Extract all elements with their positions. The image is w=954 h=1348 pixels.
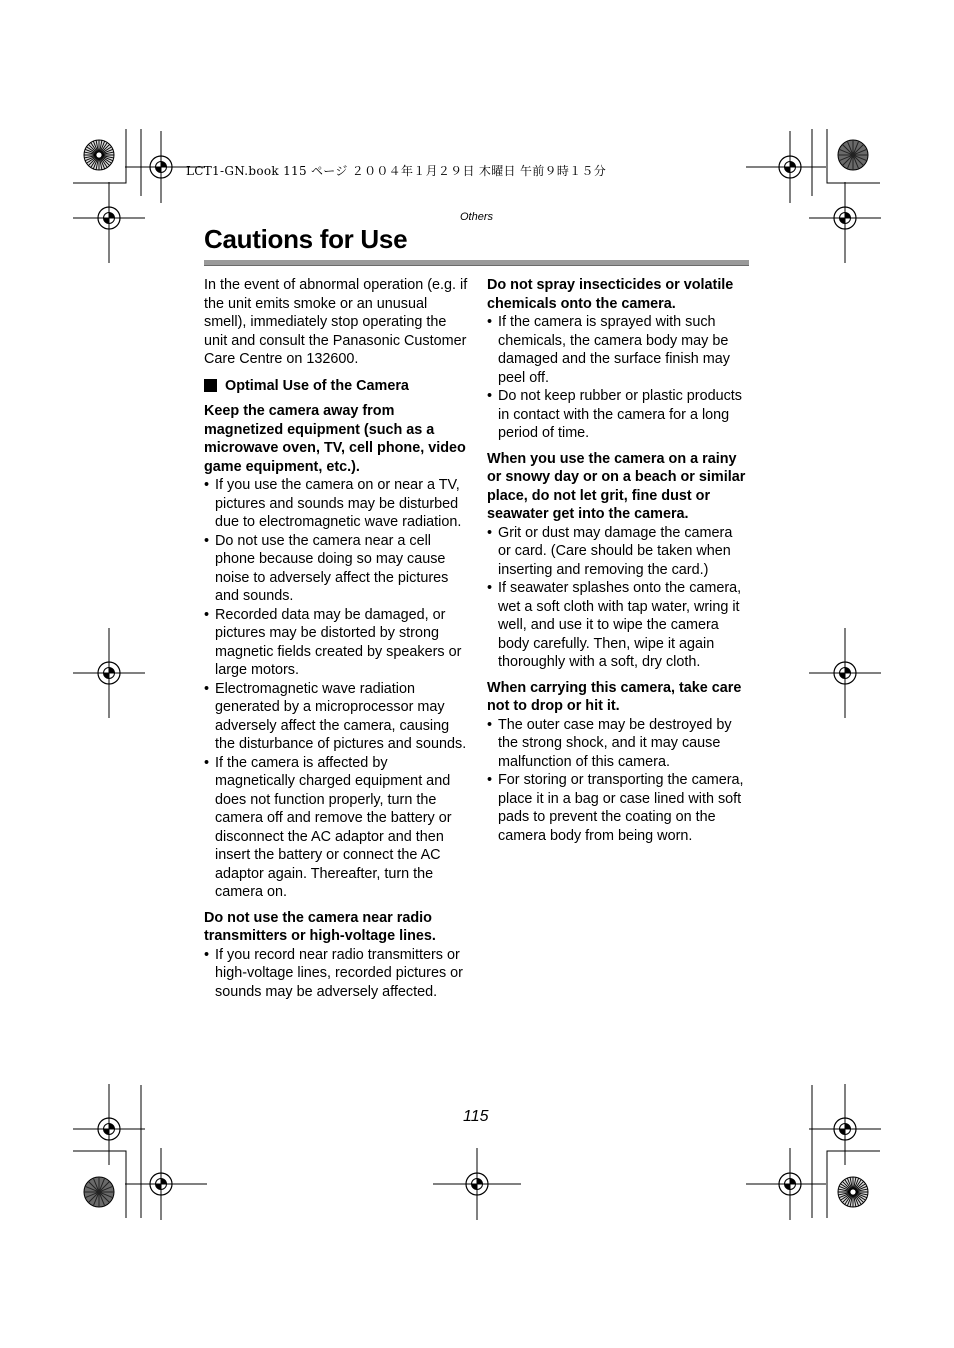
list-item: • If the camera is affected by magnetically charged equipment and does not function properly, turn the camera off and remove the battery or disconnect the AC adaptor and then insert the battery or connect the AC adaptor again. Thereafter, turn the camera on. — [204, 754, 470, 902]
magnetized-heading: Keep the camera away from magnetized equipment (such as a microwave oven, TV, cell phone, video game equipment, etc.). — [204, 403, 466, 475]
subheading — [204, 377, 470, 396]
radio-heading: Do not use the camera near radio transmitters or high-voltage lines. — [204, 909, 436, 944]
list-item: • Do not use the camera near a cell phone because doing so may cause noise to adversely affect the pictures and sounds. — [204, 532, 470, 606]
page-number: 115 — [463, 1108, 489, 1125]
magnetized-list — [204, 476, 470, 902]
list-item: • Electromagnetic wave radiation generated by a microprocessor may adversely affect the camera, causing the disturbance of pictures and sounds. — [204, 680, 470, 754]
list-item: • For storing or transporting the camera, place it in a bag or case lined with soft pads to prevent the coating on the camera body from being worn. — [487, 771, 749, 845]
list-item: • Recorded data may be damaged, or pictures may be distorted by strong magnetic fields created by speakers or large motors. — [204, 606, 470, 680]
insecticide-list — [487, 313, 749, 443]
black-square-icon — [204, 379, 217, 392]
print-slug-line: LCT1-GN.book 115 ページ ２００４年１月２９日 木曜日 午前９時１５分 — [186, 164, 607, 178]
list-item: • If you record near radio transmitters or high-voltage lines, recorded pictures or sounds may be adversely affected. — [204, 946, 470, 1002]
weather-list — [487, 524, 749, 672]
section-label: Others — [460, 211, 494, 223]
list-item: • Grit or dust may damage the camera or card. (Care should be taken when inserting and removing the card.) — [487, 524, 749, 580]
title-rule — [204, 260, 749, 266]
weather-heading: When you use the camera on a rainy or snowy day or on a beach or similar place, do not let grit, fine dust or seawater get into the camera. — [487, 450, 746, 522]
radio-list — [204, 946, 470, 1002]
carrying-list — [487, 716, 749, 846]
page-title: Cautions for Use — [204, 224, 408, 254]
list-item: • If the camera is sprayed with such chemicals, the camera body may be damaged and the surface finish may peel off. — [487, 313, 749, 387]
left-column — [204, 276, 470, 1008]
intro-paragraph: In the event of abnormal operation (e.g. if the unit emits smoke or an unusual smell), immediately stop operating the unit and consult the Panasonic Customer Care Centre on 132600. — [204, 277, 468, 367]
carrying-heading: When carrying this camera, take care not to drop or hit it. — [487, 679, 742, 714]
subheading-text: Optimal Use of the Camera — [225, 377, 409, 394]
list-item: • Do not keep rubber or plastic products in contact with the camera for a long period of time. — [487, 387, 749, 443]
list-item: • The outer case may be destroyed by the strong shock, and it may cause malfunction of this camera. — [487, 716, 749, 772]
list-item: • If seawater splashes onto the camera, wet a soft cloth with tap water, wring it well, and use it to wipe the camera body carefully. Then, wipe it again thoroughly with a soft, dry cloth. — [487, 579, 749, 672]
insecticide-heading: Do not spray insecticides or volatile chemicals onto the camera. — [487, 277, 734, 312]
list-item: • If you use the camera on or near a TV, pictures and sounds may be disturbed due to electromagnetic wave radiation. — [204, 476, 470, 532]
right-column — [487, 276, 749, 852]
